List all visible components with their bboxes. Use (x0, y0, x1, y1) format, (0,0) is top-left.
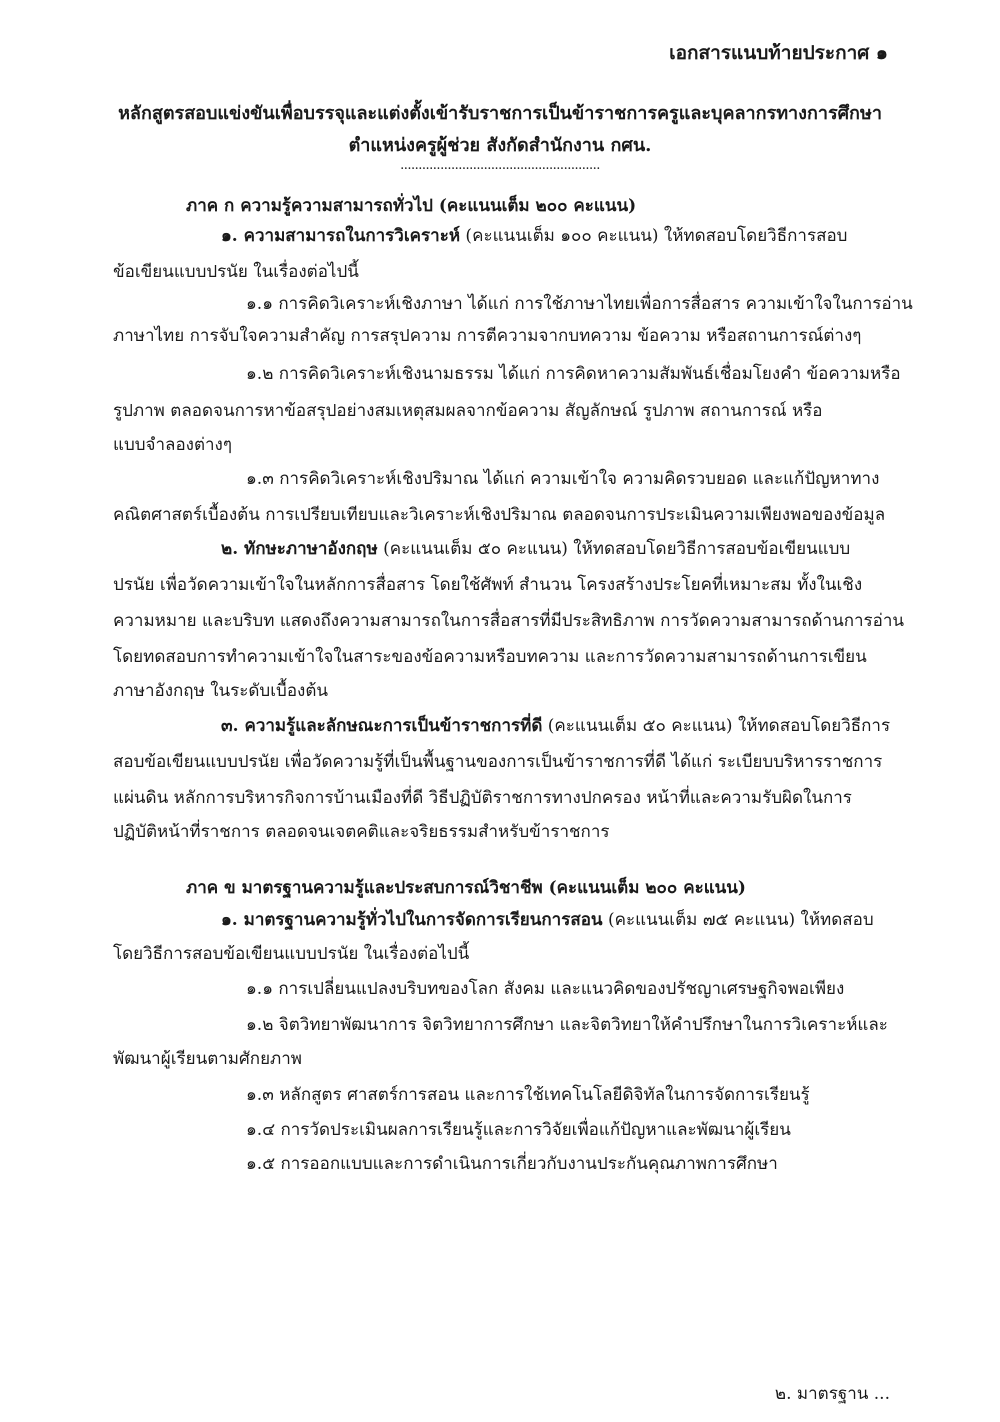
paragraph-line: ภาษาไทย การจับใจความสำคัญ การสรุปความ การตีความจากบทความ ข้อความ หรือสถานการณ์ต่างๆ (113, 326, 862, 346)
section-a-item2 (221, 535, 850, 562)
paragraph-line: ๑.๒ การคิดวิเคราะห์เชิงนามธรรม ได้แก่ การคิดหาความสัมพันธ์เชื่อมโยงคำ ข้อความหรือ (246, 364, 901, 384)
paragraph-line: ความหมาย และบริบท แสดงถึงความสามารถในการสื่อสารที่มีประสิทธิภาพ การวัดความสามารถด้านการอ่าน (113, 611, 905, 631)
section-a-item3-rest: (คะแนนเต็ม ๕๐ คะแนน) ให้ทดสอบโดยวิธีการ (542, 716, 891, 736)
paragraph-line: ๑.๔ การวัดประเมินผลการเรียนรู้และการวิจัยเพื่อแก้ปัญหาและพัฒนาผู้เรียน (246, 1120, 791, 1140)
section-a-heading: ภาค ก ความรู้ความสามารถทั่วไป (คะแนนเต็ม ๒๐๐ คะแนน) (186, 196, 637, 216)
section-a-item1-title: ๑. ความสามารถในการวิเคราะห์ (221, 226, 461, 246)
title-separator: ....................................................... (400, 158, 600, 173)
paragraph-line: พัฒนาผู้เรียนตามศักยภาพ (113, 1049, 303, 1069)
section-a-item3 (221, 712, 890, 739)
paragraph-line: รูปภาพ ตลอดจนการหาข้อสรุปอย่างสมเหตุสมผลจากข้อความ สัญลักษณ์ รูปภาพ สถานการณ์ หรือ (113, 401, 823, 421)
paragraph-line: ๑.๕ การออกแบบและการดำเนินการเกี่ยวกับงานประกันคุณภาพการศึกษา (246, 1154, 778, 1174)
paragraph-line: ๑.๒ จิตวิทยาพัฒนาการ จิตวิทยาการศึกษา และจิตวิทยาให้คำปรึกษาในการวิเคราะห์และ (246, 1015, 888, 1035)
section-b-item1-rest: (คะแนนเต็ม ๗๕ คะแนน) ให้ทดสอบ (602, 910, 874, 930)
section-a-item3-title: ๓. ความรู้และลักษณะการเป็นข้าราชการที่ดี (221, 716, 543, 736)
paragraph-line: ๑.๓ หลักสูตร ศาสตร์การสอน และการใช้เทคโนโลยีดิจิทัลในการจัดการเรียนรู้ (246, 1085, 810, 1105)
paragraph-line: แผ่นดิน หลักการบริหารกิจการบ้านเมืองที่ดี วิธีปฏิบัติราชการทางปกครอง หน้าที่และความรับผิดในการ (113, 788, 852, 808)
section-a-item2-rest: (คะแนนเต็ม ๕๐ คะแนน) ให้ทดสอบโดยวิธีการสอบข้อเขียนแบบ (377, 539, 851, 559)
section-a-item1-rest: (คะแนนเต็ม ๑๐๐ คะแนน) ให้ทดสอบโดยวิธีการสอบ (460, 226, 848, 246)
section-a-item2-title: ๒. ทักษะภาษาอังกฤษ (221, 539, 378, 559)
paragraph-line: ภาษาอังกฤษ ในระดับเบื้องต้น (113, 681, 328, 701)
paragraph-line: สอบข้อเขียนแบบปรนัย เพื่อวัดความรู้ที่เป็นพื้นฐานของการเป็นข้าราชการที่ดี ได้แก่ ระเบียบบริหารราชการ (113, 752, 883, 772)
paragraph-line: ๑.๑ การเปลี่ยนแปลงบริบทของโลก สังคม และแนวคิดของปรัชญาเศรษฐกิจพอเพียง (246, 979, 845, 999)
paragraph-line: ปรนัย เพื่อวัดความเข้าใจในหลักการสื่อสาร โดยใช้ศัพท์ สำนวน โครงสร้างประโยคที่เหมาะสม ทั้งในเชิง (113, 575, 863, 595)
continuation-note: ๒. มาตรฐาน ... (774, 1384, 890, 1404)
paragraph-line: ข้อเขียนแบบปรนัย ในเรื่องต่อไปนี้ (113, 262, 359, 282)
paragraph-line: ปฏิบัติหน้าที่ราชการ ตลอดจนเจตคติและจริยธรรมสำหรับข้าราชการ (113, 822, 610, 842)
section-a-item1 (221, 222, 847, 249)
paragraph-line: คณิตศาสตร์เบื้องต้น การเปรียบเทียบและวิเคราะห์เชิงปริมาณ ตลอดจนการประเมินความเพียงพอของข้อมูล (113, 505, 886, 525)
section-b-item1 (221, 906, 874, 933)
paragraph-line: โดยทดสอบการทำความเข้าใจในสาระของข้อความหรือบทความ และการวัดความสามารถด้านการเขียน (113, 647, 867, 667)
document-title-line1: หลักสูตรสอบแข่งขันเพื่อบรรจุและแต่งตั้งเข้ารับราชการเป็นข้าราชการครูและบุคลากรทางการศึกษา (118, 103, 882, 124)
annex-label: เอกสารแนบท้ายประกาศ ๑ (669, 42, 888, 64)
section-b-heading: ภาค ข มาตรฐานความรู้และประสบการณ์วิชาชีพ (คะแนนเต็ม ๒๐๐ คะแนน) (186, 878, 746, 898)
document-title-line2: ตำแหน่งครูผู้ช่วย สังกัดสำนักงาน กศน. (348, 135, 652, 156)
paragraph-line: ๑.๓ การคิดวิเคราะห์เชิงปริมาณ ได้แก่ ความเข้าใจ ความคิดรวบยอด และแก้ปัญหาทาง (246, 469, 880, 489)
paragraph-line: โดยวิธีการสอบข้อเขียนแบบปรนัย ในเรื่องต่อไปนี้ (113, 944, 470, 964)
section-b-item1-title: ๑. มาตรฐานความรู้ทั่วไปในการจัดการเรียนการสอน (221, 910, 603, 930)
paragraph-line: ๑.๑ การคิดวิเคราะห์เชิงภาษา ได้แก่ การใช้ภาษาไทยเพื่อการสื่อสาร ความเข้าใจในการอ่าน (246, 294, 913, 314)
paragraph-line: แบบจำลองต่างๆ (113, 435, 232, 455)
